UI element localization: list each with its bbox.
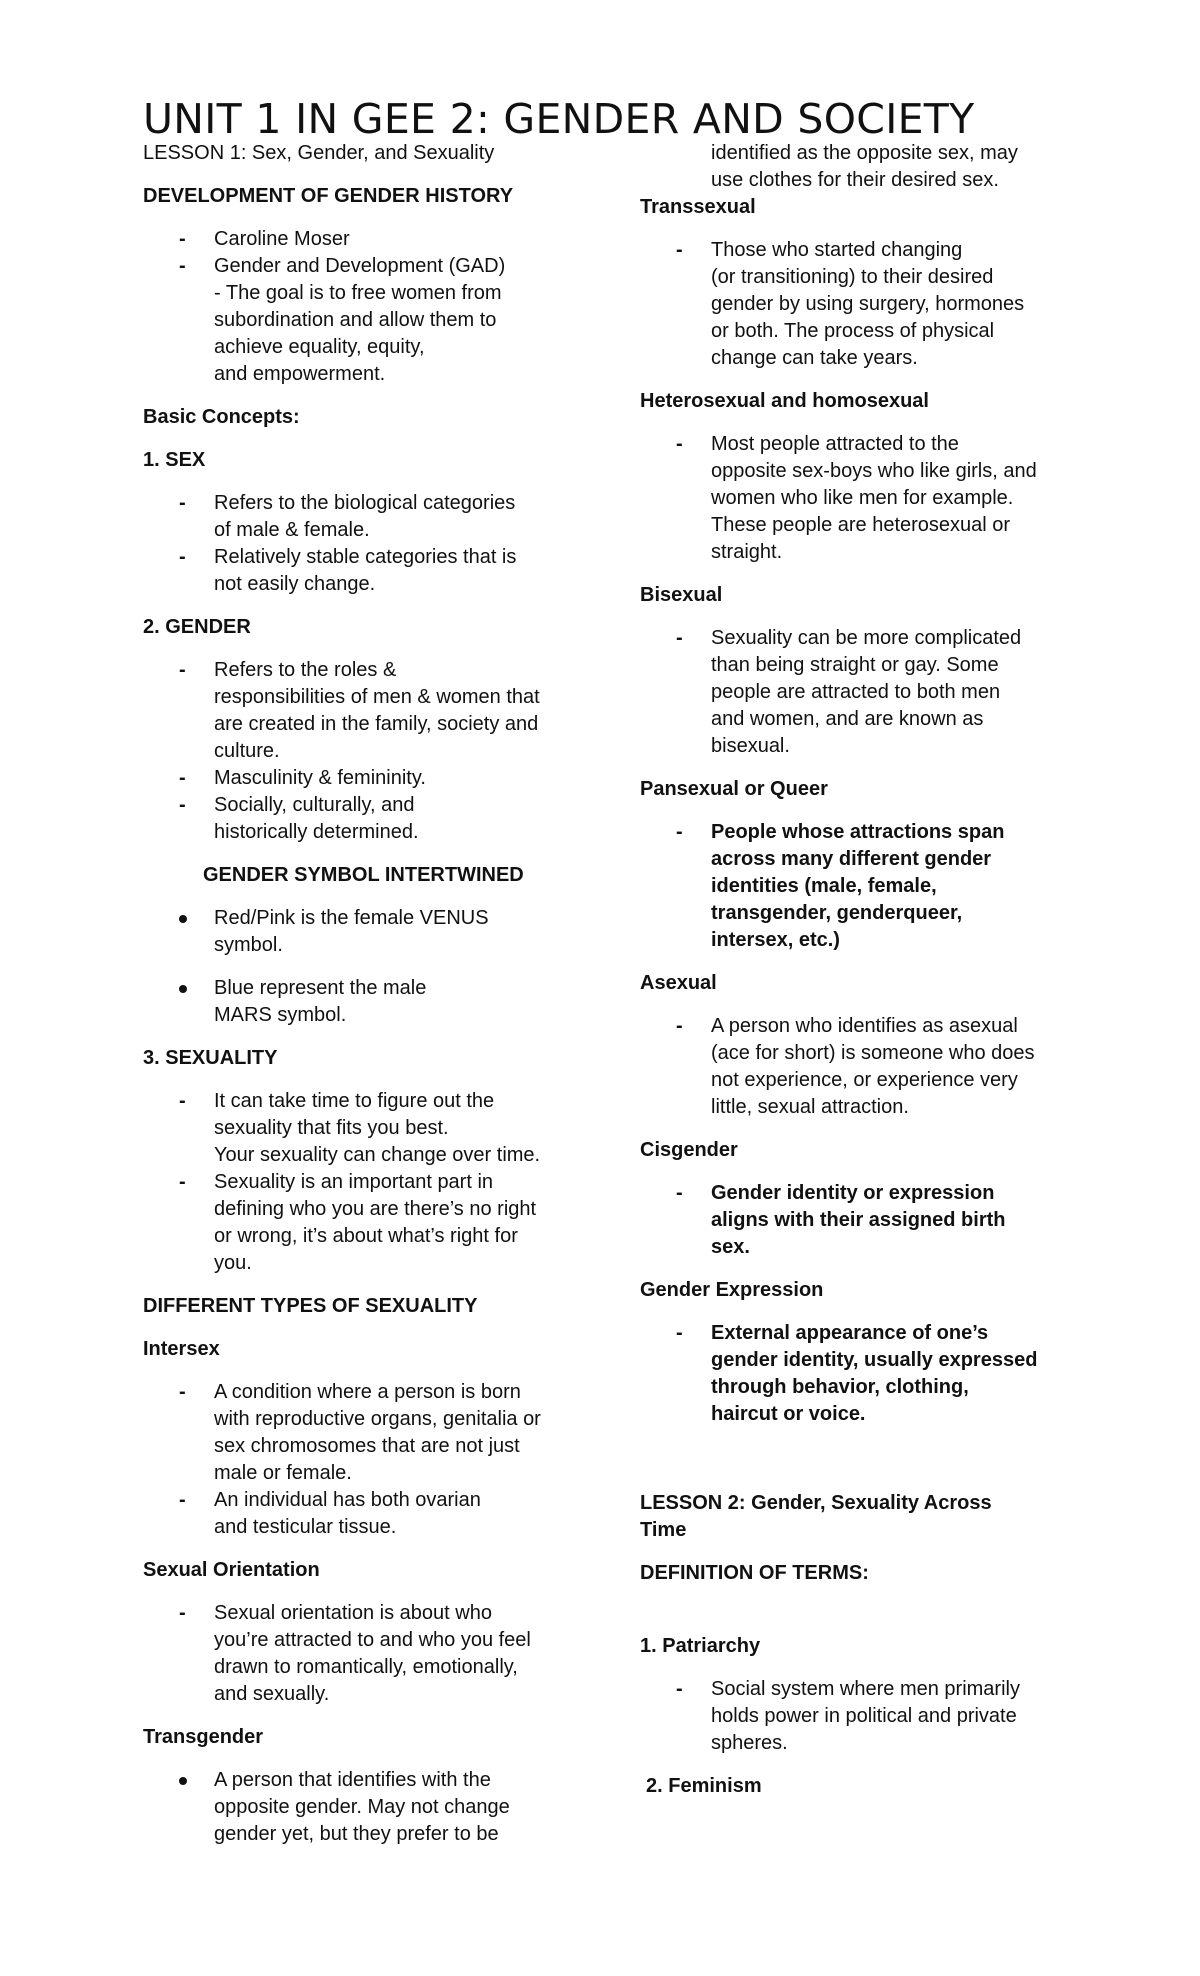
feminism-heading: 2. Feminism [646, 1775, 762, 1797]
sex-heading: 1. SEX [143, 449, 206, 471]
heterosexual-heading: Heterosexual and homosexual [640, 390, 929, 412]
sexuality-list [143, 1088, 593, 1277]
list-item: - People whose attractions span across many different gender identities (male, female, transgender, genderqueer, intersex, etc.) [640, 819, 1090, 954]
gender-expression-heading: Gender Expression [640, 1279, 824, 1301]
list-item: - Socially, culturally, and historically determined. [143, 792, 593, 846]
list-item: - Those who started changing (or transitioning) to their desired gender by using surgery, hormones or both. The process of physical change can take years. [640, 237, 1090, 372]
pansexual-list [640, 819, 1090, 954]
intersex-heading: Intersex [143, 1338, 220, 1360]
list-item: Red/Pink is the female VENUS symbol. [143, 905, 593, 959]
list-item: - Most people attracted to the opposite sex-boys who like girls, and women who like men for example. These people are heterosexual or straight. [640, 431, 1090, 566]
bisexual-list [640, 625, 1090, 760]
heterosexual-list [640, 431, 1090, 566]
transgender-list [143, 1767, 593, 1848]
list-item: - External appearance of one’s gender identity, usually expressed through behavior, clothing, haircut or voice. [640, 1320, 1090, 1428]
bisexual-heading: Bisexual [640, 584, 723, 606]
list-item: - Refers to the biological categories of male & female. [143, 490, 593, 544]
cisgender-heading: Cisgender [640, 1139, 738, 1161]
development-list [143, 226, 593, 388]
gender-heading: 2. GENDER [143, 616, 251, 638]
list-item: - Refers to the roles & responsibilities of men & women that are created in the family, society and culture. [143, 657, 593, 765]
development-heading: DEVELOPMENT OF GENDER HISTORY [143, 185, 514, 207]
list-item: - Caroline Moser [143, 226, 593, 253]
transsexual-heading: Transsexual [640, 196, 756, 218]
list-item: - Relatively stable categories that is not easily change. [143, 544, 593, 598]
list-item: - Sexuality can be more complicated than being straight or gay. Some people are attracted to both men and women, and are known as bisexual. [640, 625, 1090, 760]
list-item: Blue represent the male MARS symbol. [143, 975, 593, 1029]
definition-heading: DEFINITION OF TERMS: [640, 1562, 869, 1584]
lesson-2-title: LESSON 2: Gender, Sexuality Across Time [640, 1492, 992, 1541]
list-item: A person that identifies with the opposite gender. May not change gender yet, but they prefer to be [143, 1767, 593, 1848]
list-item: - Gender identity or expression aligns with their assigned birth sex. [640, 1180, 1090, 1261]
gender-symbol-heading: GENDER SYMBOL INTERTWINED [203, 864, 524, 886]
asexual-heading: Asexual [640, 972, 717, 994]
gender-symbol-list [143, 905, 593, 1029]
sex-list [143, 490, 593, 598]
spacer [640, 1444, 1090, 1490]
transgender-heading: Transgender [143, 1726, 264, 1748]
list-item: - A person who identifies as asexual (ace for short) is someone who does not experience, or experience very little, sexual attraction. [640, 1013, 1090, 1121]
gender-list [143, 657, 593, 846]
patriarchy-list [640, 1676, 1090, 1757]
sexual-orientation-list [143, 1600, 593, 1708]
sexuality-heading: 3. SEXUALITY [143, 1047, 278, 1069]
transsexual-list [640, 237, 1090, 372]
list-item: - Social system where men primarily holds power in political and private spheres. [640, 1676, 1090, 1757]
list-item: - A condition where a person is born with reproductive organs, genitalia or sex chromosomes that are not just male or female. [143, 1379, 593, 1487]
list-item: - Gender and Development (GAD) - The goal is to free women from subordination and allow them to achieve equality, equity, and empowerment. [143, 253, 593, 388]
transgender-continued: identified as the opposite sex, may use clothes for their desired sex. [711, 142, 1018, 191]
page-title: UNIT 1 IN GEE 2: GENDER AND SOCIETY [143, 95, 975, 144]
spacer [640, 1603, 1090, 1633]
list-item: - It can take time to figure out the sexuality that fits you best. Your sexuality can change over time. [143, 1088, 593, 1169]
list-item: - An individual has both ovarian and testicular tissue. [143, 1487, 593, 1541]
list-item: - Sexual orientation is about who you’re attracted to and who you feel drawn to romantically, emotionally, and sexually. [143, 1600, 593, 1708]
basic-concepts-heading: Basic Concepts: [143, 406, 300, 428]
intersex-list [143, 1379, 593, 1541]
right-column [640, 140, 1090, 1816]
gender-expression-list [640, 1320, 1090, 1428]
sexual-orientation-heading: Sexual Orientation [143, 1559, 320, 1581]
patriarchy-heading: 1. Patriarchy [640, 1635, 761, 1657]
lesson-1-title: LESSON 1: Sex, Gender, and Sexuality [143, 142, 495, 164]
list-item: - Sexuality is an important part in defining who you are there’s no right or wrong, it’s about what’s right for you. [143, 1169, 593, 1277]
pansexual-heading: Pansexual or Queer [640, 778, 828, 800]
list-item: - Masculinity & femininity. [143, 765, 593, 792]
asexual-list [640, 1013, 1090, 1121]
cisgender-list [640, 1180, 1090, 1261]
left-column [143, 140, 593, 1848]
types-heading: DIFFERENT TYPES OF SEXUALITY [143, 1295, 478, 1317]
